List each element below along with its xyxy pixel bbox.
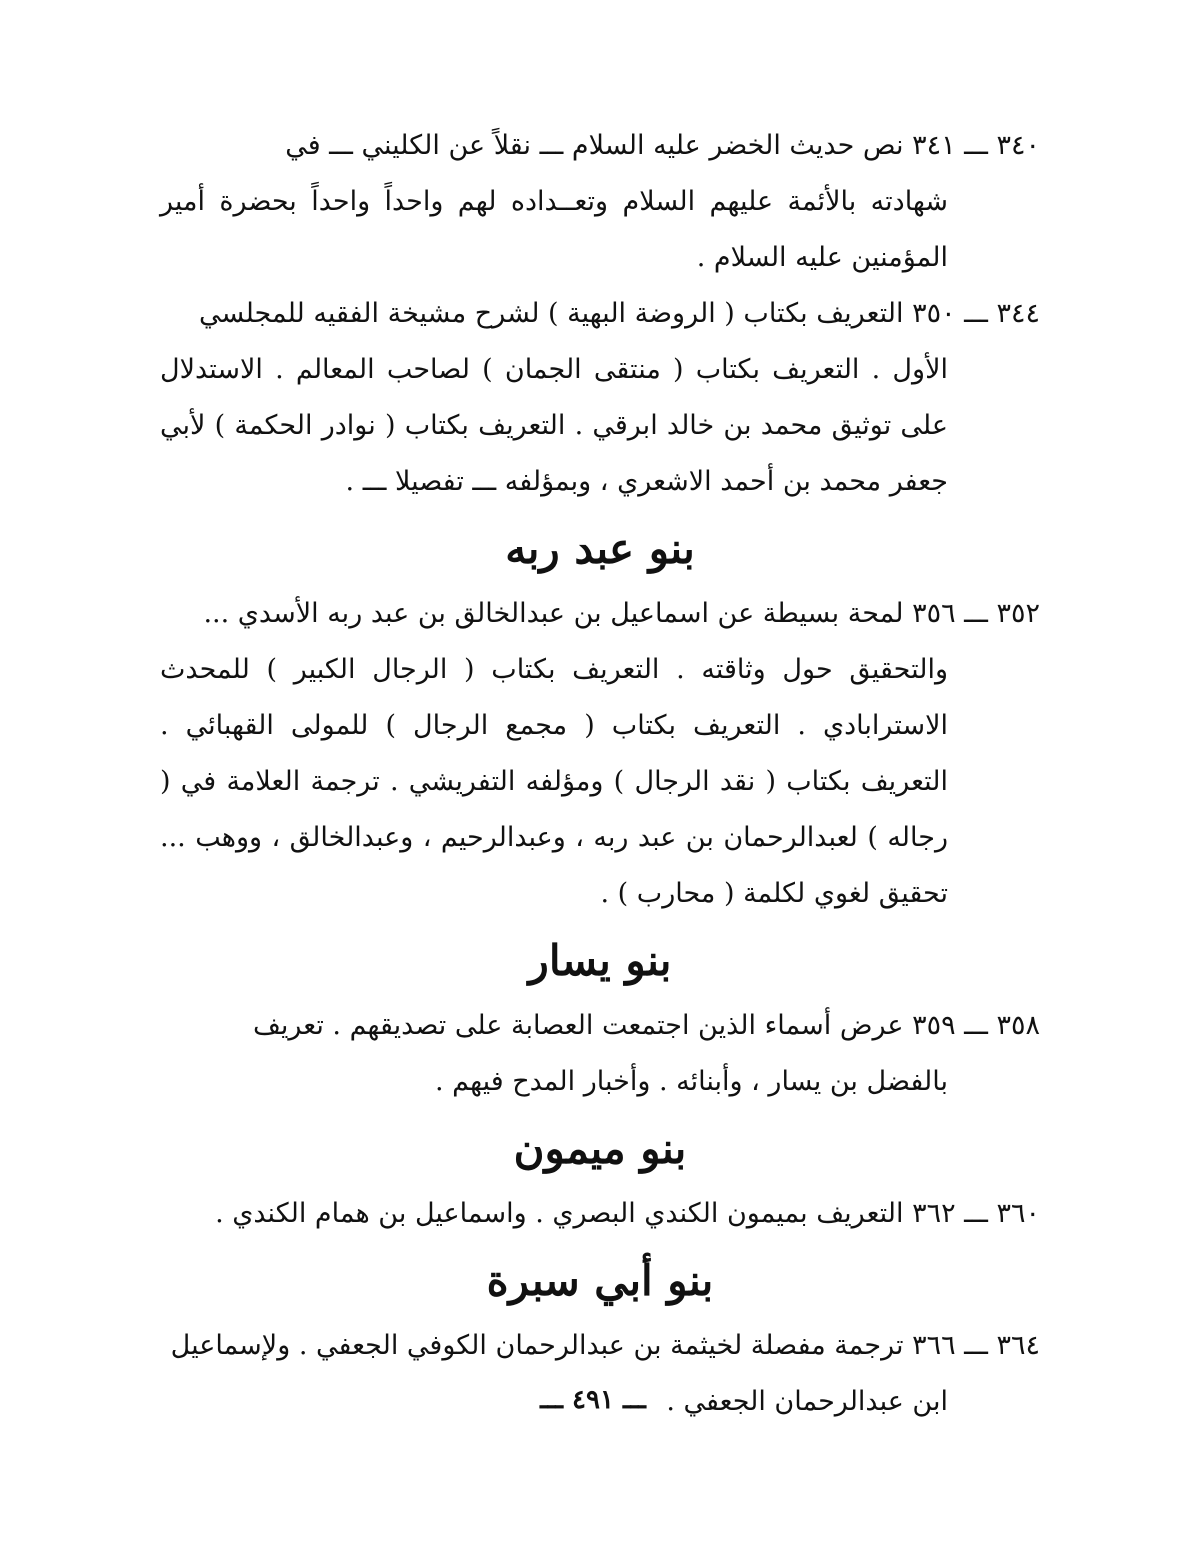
entry-continuation: والتحقيق حول وثاقته . التعريف بكتاب ( الرجال الكبير ) للمحدث الاسترابادي . التعريف بكتاب ( مجمع الرجال ) للمولى القهبائي . التعريف بكتاب ( نقد الرجال ) ومؤلفه التفريشي . ترجمة العلامة في ( رجاله ) لعبدالرحمان بن عبد ربه ، وعبدالرحيم ، وعبدالخالق ، ووهب ... تحقيق لغوي لكلمة ( محارب ) . [160,654,948,909]
index-entry-340 [160,118,1040,286]
entry-continuation: ابن عبدالرحمان الجعفي . [666,1386,948,1417]
section-heading-bani-maymun: بنو ميمون [513,1124,687,1173]
index-entry-360 [160,1186,1040,1242]
index-entry-352 [160,586,1040,922]
entry-continuation: بالفضل بن يسار ، وأبنائه . وأخبار المدح فيهم . [434,1066,948,1097]
index-entry-344 [160,286,1040,510]
entry-first-line: ٣٦٠ ـــ ٣٦٢ التعريف بميمون الكندي البصري . واسماعيل بن همام الكندي . [215,1198,1040,1229]
entry-first-line: ٣٤٤ ـــ ٣٥٠ التعريف بكتاب ( الروضة البهية ) لشرح مشيخة الفقيه للمجلسي [199,298,1040,329]
entry-first-line: ٣٦٤ ـــ ٣٦٦ ترجمة مفصلة لخيثمة بن عبدالرحمان الكوفي الجعفي . ولإسماعيل [170,1330,1040,1361]
section-heading-bani-yasar: بنو يسار [528,936,672,985]
entry-first-line: ٣٥٨ ـــ ٣٥٩ عرض أسماء الذين اجتمعت العصابة على تصديقهم . تعريف [252,1010,1040,1041]
page-body [160,118,1040,1430]
entry-first-line: ٣٤٠ ـــ ٣٤١ نص حديث الخضر عليه السلام ـــ نقلاً عن الكليني ـــ في [285,130,1040,161]
entry-continuation: شهادته بالأئمة عليهم السلام وتعــداده لهم واحداً واحداً بحضرة أمير المؤمنين عليه السلام . [160,186,948,273]
index-entry-358 [160,998,1040,1110]
section-heading-bani-abd-rabbih: بنو عبد ربه [505,524,695,573]
entry-continuation: الأول . التعريف بكتاب ( منتقى الجمان ) لصاحب المعالم . الاستدلال على توثيق محمد بن خالد ابرقي . التعريف بكتاب ( نوادر الحكمة ) لأبي جعفر محمد بن أحمد الاشعري ، وبمؤلفه ـــ تفصيلا ـــ . [160,354,948,497]
page-number: ـــ ٤٩١ ـــ [540,1385,646,1415]
section-heading-bani-abi-sabra: بنو أبي سبرة [486,1256,714,1305]
entry-first-line: ٣٥٢ ـــ ٣٥٦ لمحة بسيطة عن اسماعيل بن عبدالخالق بن عبد ربه الأسدي ... [203,598,1040,629]
